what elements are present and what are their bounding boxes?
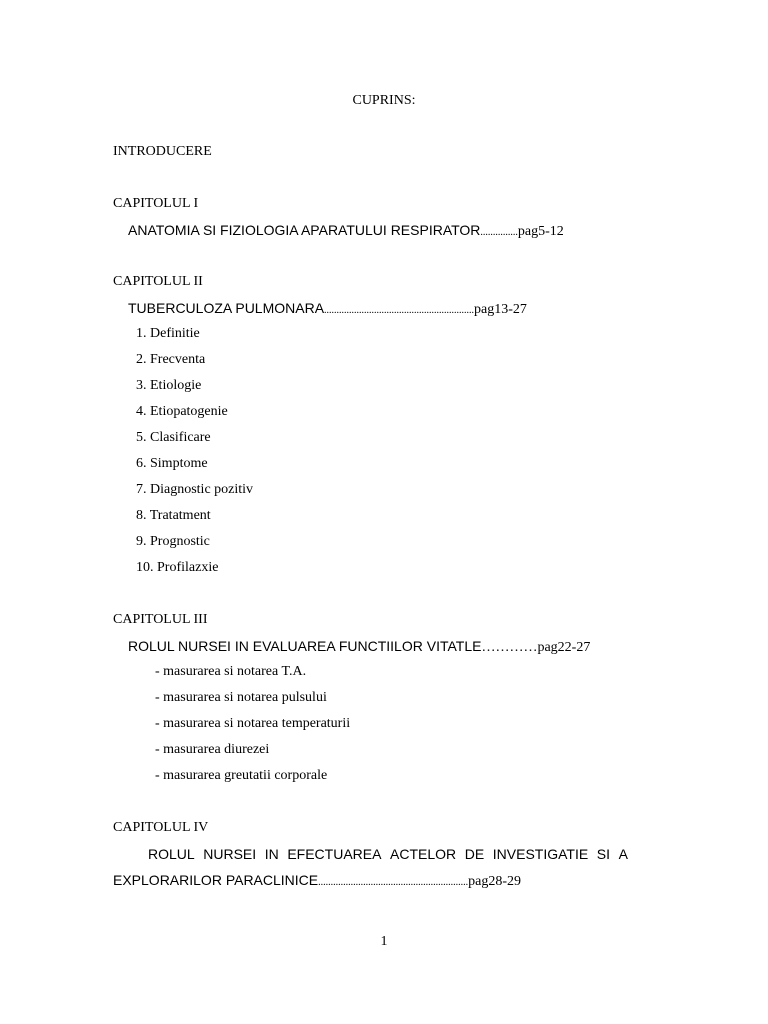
chapter-3-item: - masurarea si notarea T.A. (155, 664, 307, 679)
intro-heading: INTRODUCERE (113, 144, 212, 159)
chapter-2-item: 1. Definitie (136, 326, 200, 341)
page-number: 1 (380, 934, 388, 949)
chapter-4-word: SI (596, 846, 611, 862)
chapter-4-pages: pag28-29 (468, 874, 522, 889)
chapter-2-item: 3. Etiologie (136, 378, 202, 393)
chapter-2-leader: ............................................................ (324, 305, 475, 316)
chapter-3-leader: ………… (481, 640, 538, 655)
chapter-4-word: INVESTIGATIE (492, 846, 589, 862)
chapter-2-heading: CAPITOLUL II (113, 274, 203, 289)
chapter-4-word: A (618, 846, 628, 862)
chapter-3-subject: ROLUL NURSEI IN EVALUAREA FUNCTIILOR VITATLE (128, 638, 482, 654)
chapter-4-entry (113, 871, 521, 892)
chapter-3-item: - masurarea greutatii corporale (155, 768, 328, 783)
chapter-4-heading: CAPITOLUL IV (113, 820, 209, 835)
chapter-4-leader: ............................................................ (318, 877, 469, 888)
chapter-4-word: NURSEI (203, 846, 257, 862)
chapter-1-entry (128, 221, 564, 242)
chapter-2-pages: pag13-27 (474, 302, 527, 317)
chapter-2-item: 4. Etiopatogenie (136, 404, 228, 419)
chapter-2-item: 5. Clasificare (136, 430, 211, 445)
chapter-4-word: DE (464, 846, 485, 862)
chapter-3-entry (128, 637, 590, 657)
page-title: CUPRINS: (352, 93, 416, 108)
chapter-3-item: - masurarea diurezei (155, 742, 270, 757)
chapter-4-word: EFECTUAREA (287, 846, 382, 862)
chapter-2-item: 8. Tratatment (136, 508, 211, 523)
chapter-1-subject: ANATOMIA SI FIZIOLOGIA APARATULUI RESPIRATOR (128, 222, 481, 238)
chapter-2-item: 10. Profilazxie (136, 560, 219, 575)
chapter-3-pages: pag22-27 (537, 640, 591, 655)
chapter-4-word: ROLUL (148, 846, 195, 862)
chapter-4-word: ACTELOR (390, 846, 457, 862)
chapter-3-item: - masurarea si notarea pulsului (155, 690, 327, 705)
chapter-2-item: 7. Diagnostic pozitiv (136, 482, 254, 497)
chapter-2-entry (128, 299, 527, 320)
chapter-4-subject-line-2: EXPLORARILOR PARACLINICE (113, 872, 319, 888)
chapter-2-subject: TUBERCULOZA PULMONARA (128, 300, 325, 316)
chapter-4-word: IN (264, 846, 279, 862)
chapter-3-heading: CAPITOLUL III (113, 612, 208, 627)
chapter-2-item: 6. Simptome (136, 456, 208, 471)
chapter-3-item: - masurarea si notarea temperaturii (155, 716, 351, 731)
chapter-1-pages: pag5-12 (517, 224, 564, 239)
chapter-2-item: 2. Frecventa (136, 352, 206, 367)
chapter-4-subject-line-1 (148, 845, 628, 863)
chapter-2-item: 9. Prognostic (136, 534, 210, 549)
chapter-1-heading: CAPITOLUL I (113, 196, 199, 211)
chapter-1-leader: ............... (480, 227, 518, 238)
